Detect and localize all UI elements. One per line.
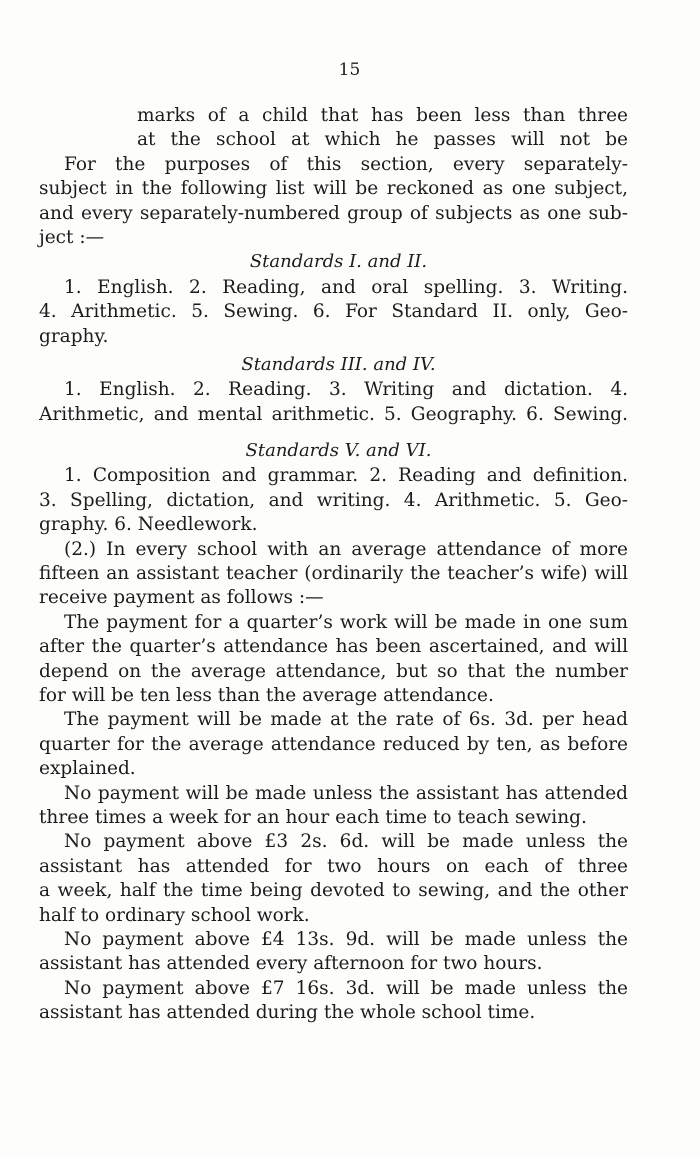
text-line: marks of a child that has been less than three <box>137 105 628 126</box>
text-line: half to ordinary school work. <box>39 904 310 926</box>
section-heading: Standards I. and II. <box>249 251 428 273</box>
section-heading: Standards III. and IV. <box>241 353 436 375</box>
subject-list-standards-3-4 <box>39 378 628 427</box>
text-line: at the school at which he passes will not be <box>137 129 628 151</box>
text-line: fifteen an assistant teacher (ordinarily the teacher’s wife) will <box>39 563 628 585</box>
text-line: graphy. 6. Needlework. <box>39 514 258 536</box>
text-line: 4. Arithmetic. 5. Sewing. 6. For Standard II. only, Geo- <box>39 301 628 323</box>
text-line: a week, half the time being devoted to sewing, and the other <box>39 880 628 902</box>
text-line: For the purposes of this section, every separately- <box>64 153 628 175</box>
text-line: explained. <box>39 758 136 780</box>
section-heading: Standards V. and VI. <box>245 440 432 462</box>
text-line: The payment for a quarter’s work will be made in one sum <box>64 611 628 633</box>
text-line: 3. Spelling, dictation, and writing. 4. Arithmetic. 5. Geo- <box>39 489 628 511</box>
text-line: depend on the average attendance, but so that the number <box>39 660 628 682</box>
text-line: assistant has attended every afternoon for two hours. <box>39 953 543 975</box>
text-line: No payment above £4 13s. 9d. will be made unless the <box>64 928 628 950</box>
text-line: after the quarter’s attendance has been ascertained, and will <box>39 636 628 658</box>
text-line: Arithmetic, and mental arithmetic. 5. Geography. 6. Sewing. <box>39 403 628 425</box>
text-line: receive payment as follows :— <box>39 587 324 609</box>
text-line: No payment above £3 2s. 6d. will be made unless the <box>64 831 628 853</box>
text-line: ject :— <box>39 226 105 248</box>
subject-list-standards-1-2 <box>39 276 628 349</box>
text-line: 1. Composition and grammar. 2. Reading and definition. <box>64 465 628 487</box>
text-line: No payment will be made unless the assistant has attended <box>64 782 628 804</box>
text-line: The payment will be made at the rate of 6s. 3d. per head <box>64 709 628 731</box>
page-number: 15 <box>338 60 361 80</box>
text-line: three times a week for an hour each time to teach sewing. <box>39 806 587 828</box>
text-line: assistant has attended for two hours on each of three <box>39 855 628 877</box>
paragraph-intro <box>39 104 628 250</box>
text-line: No payment above £7 16s. 3d. will be made unless the <box>64 977 628 999</box>
text-line: graphy. <box>39 325 109 347</box>
text-line: (2.) In every school with an average attendance of more <box>64 538 628 560</box>
text-line: subject in the following list will be reckoned as one subject, <box>39 178 628 200</box>
text-line: for will be ten less than the average attendance. <box>39 684 494 706</box>
subject-list-standards-5-6 <box>39 464 628 537</box>
text-line: quarter for the average attendance reduced by ten, as before <box>39 733 628 755</box>
text-line: assistant has attended during the whole school time. <box>39 1002 536 1024</box>
text-line: 1. English. 2. Reading. 3. Writing and dictation. 4. <box>64 379 628 401</box>
text-line: and every separately-numbered group of subjects as one sub- <box>39 202 628 224</box>
assistant-teacher-section <box>39 538 628 1026</box>
text-line: 1. English. 2. Reading, and oral spelling. 3. Writing. <box>64 276 628 298</box>
